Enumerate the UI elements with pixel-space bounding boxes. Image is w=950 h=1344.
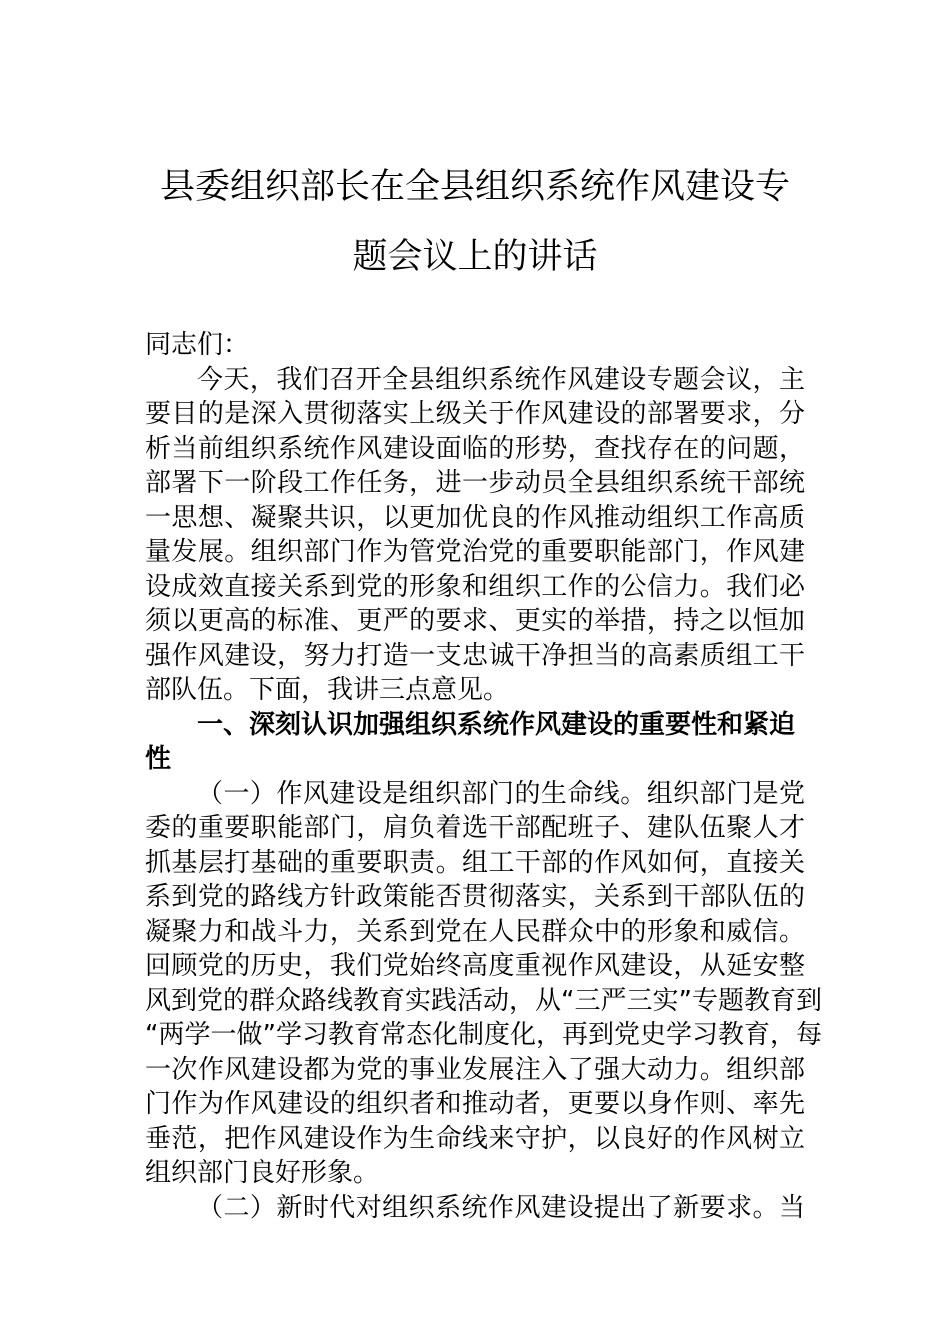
subsection-line: （二）新时代对组织系统作风建设提出了新要求。当 bbox=[197, 1192, 805, 1223]
subsection-1-paragraph bbox=[145, 777, 822, 1191]
subsection-line: （一）作风建设是组织部门的生命线。组织部门是党 bbox=[197, 778, 805, 809]
subsection-line: 系到党的路线方针政策能否贯彻落实，关系到干部队伍的 bbox=[145, 882, 805, 912]
intro-paragraph-line: 今天，我们召开全县组织系统作风建设专题会议，主 bbox=[197, 364, 805, 395]
intro-paragraph-line: 须以更高的标准、更严的要求、更实的举措，持之以恒加 bbox=[145, 606, 805, 636]
subsection-line: 风到党的群众路线教育实践活动，从“三严三实”专题教育到 bbox=[145, 985, 822, 1016]
intro-paragraph-line: 要目的是深入贯彻落实上级关于作风建设的部署要求，分 bbox=[145, 399, 805, 429]
intro-paragraph-line: 析当前组织系统作风建设面临的形势，查找存在的问题， bbox=[145, 433, 805, 464]
title-line: 题会议上的讲话 bbox=[352, 237, 598, 277]
subsection-line: 回顾党的历史，我们党始终高度重视作风建设，从延安整 bbox=[145, 951, 805, 981]
subsection-line: 垂范，把作风建设作为生命线来守护，以良好的作风树立 bbox=[145, 1123, 805, 1154]
intro-paragraph-line: 设成效直接关系到党的形象和组织工作的公信力。我们必 bbox=[145, 571, 805, 602]
subsection-2-paragraph bbox=[145, 1191, 805, 1226]
document-body bbox=[145, 328, 822, 1225]
subsection-line: 一次作风建设都为党的事业发展注入了强大动力。组织部 bbox=[145, 1054, 805, 1085]
subsection-line: 门作为作风建设的组织者和推动者，更要以身作则、率先 bbox=[145, 1089, 805, 1119]
intro-paragraph-line: 部署下一阶段工作任务，进一步动员全县组织系统干部统 bbox=[145, 468, 805, 498]
section-heading-line: 性 bbox=[145, 744, 172, 774]
section-1-heading bbox=[145, 708, 805, 777]
intro-paragraph bbox=[145, 363, 805, 708]
subsection-line: “两学一做”学习教育常态化制度化，再到党史学习教育，每 bbox=[145, 1020, 822, 1050]
intro-paragraph-line: 强作风建设，努力打造一支忠诚干净担当的高素质组工干 bbox=[145, 640, 805, 671]
subsection-line: 委的重要职能部门，肩负着选干部配班子、建队伍聚人才 bbox=[145, 813, 805, 843]
intro-paragraph-line: 一思想、凝聚共识，以更加优良的作风推动组织工作高质 bbox=[145, 502, 805, 533]
title-line: 县委组织部长在全县组织系统作风建设专 bbox=[159, 167, 790, 207]
subsection-line: 凝聚力和战斗力，关系到党在人民群众中的形象和威信。 bbox=[145, 916, 805, 947]
intro-paragraph-line: 量发展。组织部门作为管党治党的重要职能部门，作风建 bbox=[145, 537, 805, 567]
salutation: 同志们： bbox=[145, 330, 250, 360]
intro-paragraph-line: 部队伍。下面，我讲三点意见。 bbox=[145, 675, 510, 705]
section-heading-line: 一、深刻认识加强组织系统作风建设的重要性和紧迫 bbox=[197, 709, 796, 740]
subsection-line: 抓基层打基础的重要职责。组工干部的作风如何，直接关 bbox=[145, 847, 805, 878]
subsection-line: 组织部门良好形象。 bbox=[145, 1158, 380, 1188]
document-title bbox=[0, 152, 950, 292]
